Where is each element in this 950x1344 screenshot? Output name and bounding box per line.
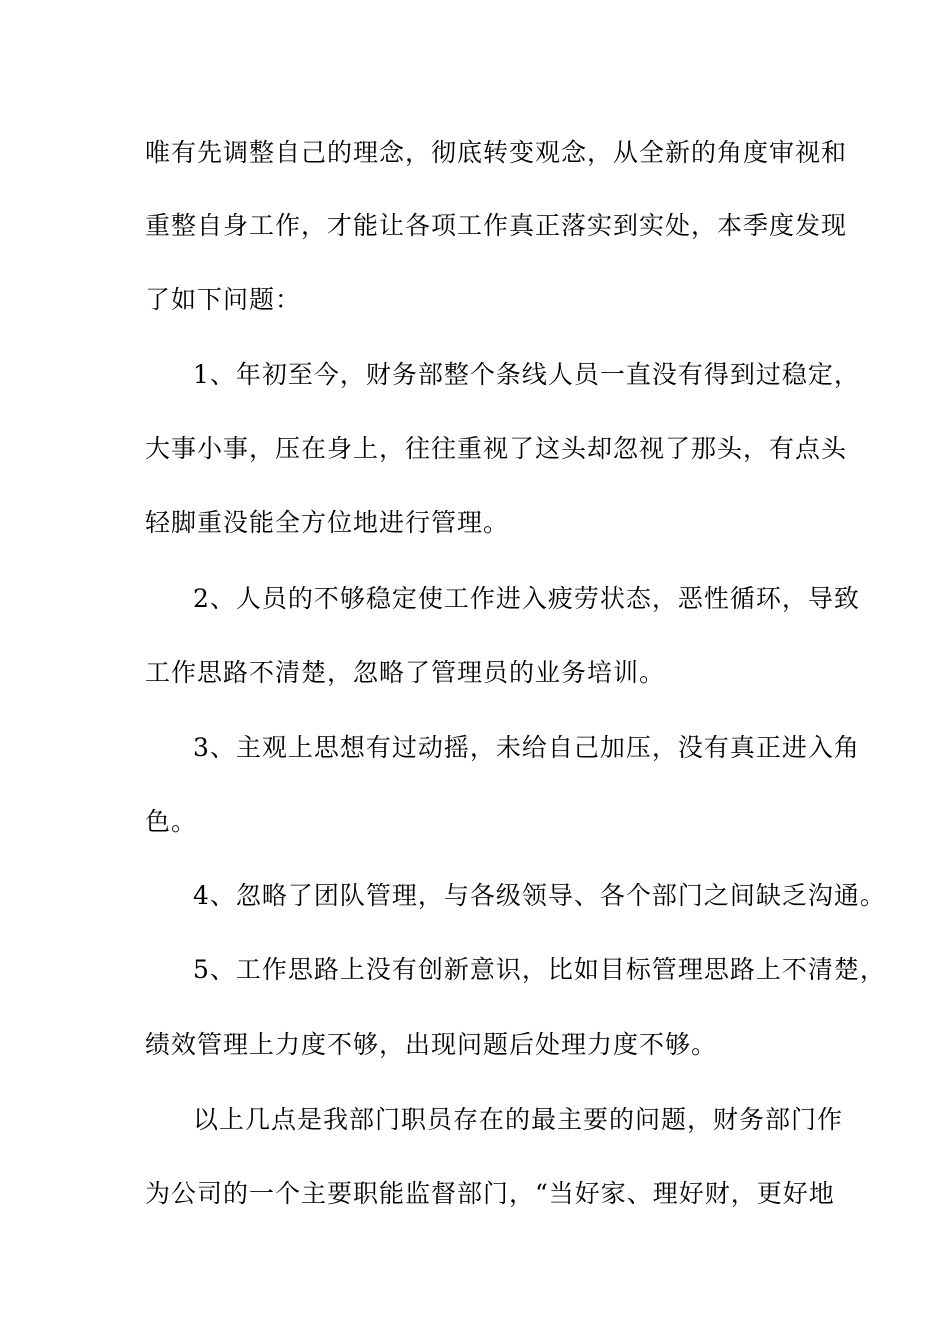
- text-line: 重整自身工作，才能让各项工作真正落实到实处，本季度发现: [145, 211, 848, 240]
- list-item-4: 4、忽略了团队管理，与各级领导、各个部门之间缺乏沟通。: [193, 881, 886, 910]
- list-item-3: 3、主观上思想有过动摇，未给自己加压，没有真正进入角: [193, 733, 860, 762]
- text-line: 为公司的一个主要职能监督部门，“当好家、理好财，更好地: [145, 1179, 835, 1208]
- list-item-5: 5、工作思路上没有创新意识，比如目标管理思路上不清楚，: [193, 955, 886, 984]
- text-line: 绩效管理上力度不够，出现问题后处理力度不够。: [145, 1030, 718, 1059]
- paragraph-summary: 以上几点是我部门职员存在的最主要的问题，财务部门作: [193, 1105, 844, 1134]
- text-line: 了如下问题：: [145, 285, 302, 314]
- text-line: 大事小事，压在身上，往往重视了这头却忽视了那头，有点头: [145, 434, 848, 463]
- list-item-2: 2、人员的不够稳定使工作进入疲劳状态，恶性循环，导致: [193, 584, 860, 613]
- text-line: 色。: [145, 807, 198, 836]
- list-item-1: 1、年初至今，财务部整个条线人员一直没有得到过稳定，: [193, 360, 860, 389]
- text-line: 工作思路不清楚，忽略了管理员的业务培训。: [145, 658, 666, 687]
- text-line: 轻脚重没能全方位地进行管理。: [145, 508, 510, 537]
- text-line: 唯有先调整自己的理念，彻底转变观念，从全新的角度审视和: [145, 138, 848, 167]
